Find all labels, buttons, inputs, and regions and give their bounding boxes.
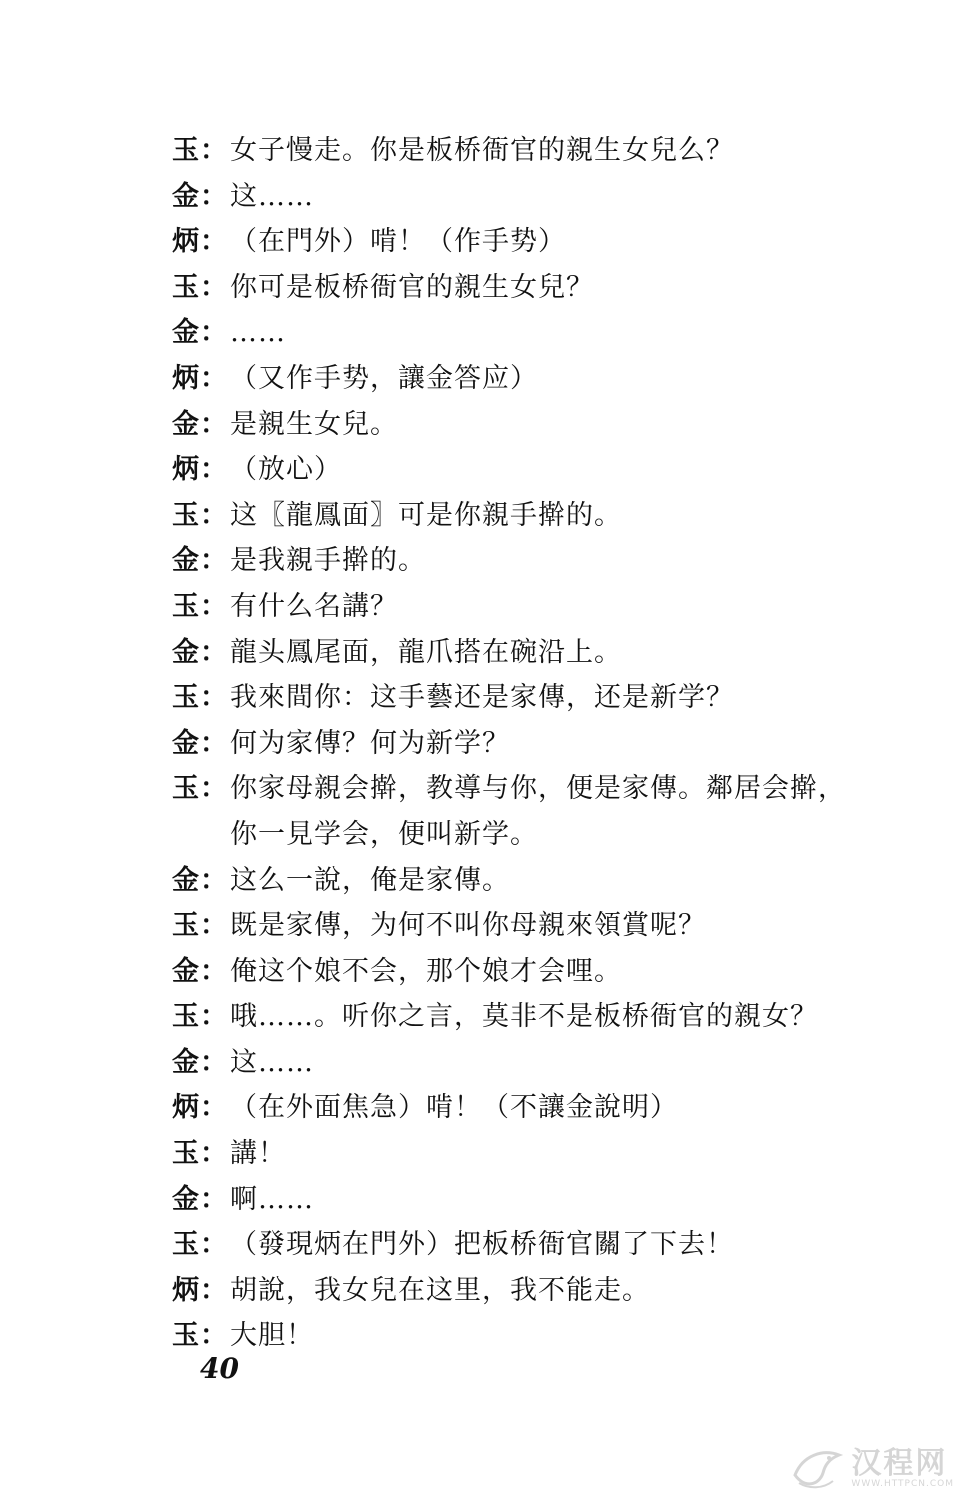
speaker-label: 玉：	[172, 1001, 228, 1033]
dialogue-line	[172, 766, 892, 812]
dialogue-text: 講！	[230, 1138, 286, 1170]
speaker-label: 炳：	[172, 454, 228, 486]
dialogue-line	[172, 584, 892, 630]
speaker-label: 玉：	[172, 1320, 228, 1352]
dialogue-line	[172, 1222, 892, 1268]
speaker-label: 金：	[172, 1183, 228, 1215]
speaker-label: 炳：	[172, 226, 228, 258]
speaker-label: 玉：	[172, 1229, 228, 1261]
dialogue-text: 这……	[230, 180, 314, 212]
dialogue-line	[172, 675, 892, 721]
dialogue-text: 胡說，我女兒在这里，我不能走。	[230, 1274, 650, 1306]
dialogue-line	[172, 219, 892, 265]
dialogue-line	[172, 903, 892, 949]
dialogue-text: （發現炳在門外）把板桥衙官關了下去！	[230, 1229, 734, 1261]
dialogue-text: 女子慢走。你是板桥衙官的親生女兒么？	[230, 135, 734, 166]
speaker-label: 玉：	[172, 499, 228, 531]
speaker-label: 金：	[172, 1046, 228, 1078]
dialogue-text: 俺这个娘不会，那个娘才会哩。	[230, 955, 622, 987]
dialogue-text: 你一見学会，便叫新学。	[230, 818, 538, 850]
dialogue-line	[172, 402, 892, 448]
dialogue-line	[172, 858, 892, 904]
dialogue-line	[172, 265, 892, 311]
speaker-label: 金：	[172, 636, 228, 668]
dialogue-line	[172, 812, 892, 858]
speaker-label: 玉：	[172, 135, 228, 166]
speaker-label: 金：	[172, 317, 228, 349]
dialogue-text: 啊……	[230, 1183, 314, 1215]
speaker-label: 金：	[172, 727, 228, 759]
dialogue-text: （在外面焦急）啃！（不讓金說明）	[230, 1092, 678, 1124]
dialogue-line	[172, 994, 892, 1040]
speaker-label: 玉：	[172, 773, 228, 805]
dialogue-text: 大胆！	[230, 1320, 314, 1352]
speaker-label: 金：	[172, 180, 228, 212]
speaker-label: 玉：	[172, 1138, 228, 1170]
speaker-label: 金：	[172, 955, 228, 987]
dialogue-line	[172, 493, 892, 539]
dialogue-text: 是親生女兒。	[230, 408, 398, 440]
dialogue-line	[172, 310, 892, 356]
dialogue-text: 这么一說，俺是家傳。	[230, 864, 510, 896]
dialogue-text: （放心）	[230, 454, 342, 486]
dialogue-line	[172, 174, 892, 220]
speaker-label: 玉：	[172, 910, 228, 942]
dialogue-line	[172, 1268, 892, 1314]
dialogue-line	[172, 721, 892, 767]
dialogue-script	[172, 128, 892, 1359]
dialogue-line	[172, 356, 892, 402]
dialogue-text: 我來間你：这手藝还是家傳，还是新学？	[230, 682, 734, 714]
dialogue-text: ……	[230, 317, 286, 349]
dialogue-text: 龍头鳳尾面，龍爪搭在碗沿上。	[230, 636, 622, 668]
page-number: 40	[200, 1352, 239, 1385]
speaker-label: 金：	[172, 408, 228, 440]
watermark	[789, 1445, 954, 1493]
dialogue-text: 你家母親会擀，教導与你，便是家傳。鄰居会擀，	[230, 773, 846, 805]
speaker-label: 玉：	[172, 682, 228, 714]
dialogue-text: 是我親手擀的。	[230, 545, 426, 577]
dialogue-text: 哦……。听你之言，莫非不是板桥衙官的親女？	[230, 1001, 818, 1033]
dialogue-text: 这〖龍鳳面〗可是你親手擀的。	[230, 499, 622, 531]
watermark-text: 汉程网	[851, 1446, 948, 1481]
speaker-label: 炳：	[172, 1274, 228, 1306]
dialogue-text: 这……	[230, 1046, 314, 1078]
dialogue-text: 何为家傳？何为新学？	[230, 727, 510, 759]
speaker-label: 金：	[172, 864, 228, 896]
dialogue-line	[172, 1177, 892, 1223]
speaker-label: 玉：	[172, 271, 228, 303]
dialogue-text: 你可是板桥衙官的親生女兒？	[230, 271, 594, 303]
dialogue-line	[172, 1040, 892, 1086]
dialogue-line	[172, 538, 892, 584]
speaker-label: 玉：	[172, 590, 228, 622]
watermark-url: WWW.HTTPCN.COM	[851, 1479, 954, 1489]
speaker-label: 炳：	[172, 1092, 228, 1124]
dialogue-line	[172, 630, 892, 676]
watermark-bird-logo-icon	[789, 1445, 845, 1493]
dialogue-text: 既是家傳，为何不叫你母親來領賞呢？	[230, 910, 706, 942]
dialogue-line	[172, 128, 892, 174]
dialogue-line	[172, 1131, 892, 1177]
dialogue-text: （在門外）啃！（作手势）	[230, 226, 566, 258]
speaker-label: 金：	[172, 545, 228, 577]
dialogue-line	[172, 1313, 892, 1359]
dialogue-text: （又作手势，讓金答应）	[230, 362, 538, 394]
dialogue-line	[172, 949, 892, 995]
dialogue-line	[172, 1085, 892, 1131]
dialogue-line	[172, 447, 892, 493]
speaker-label: 炳：	[172, 362, 228, 394]
dialogue-text: 有什么名講？	[230, 590, 398, 622]
